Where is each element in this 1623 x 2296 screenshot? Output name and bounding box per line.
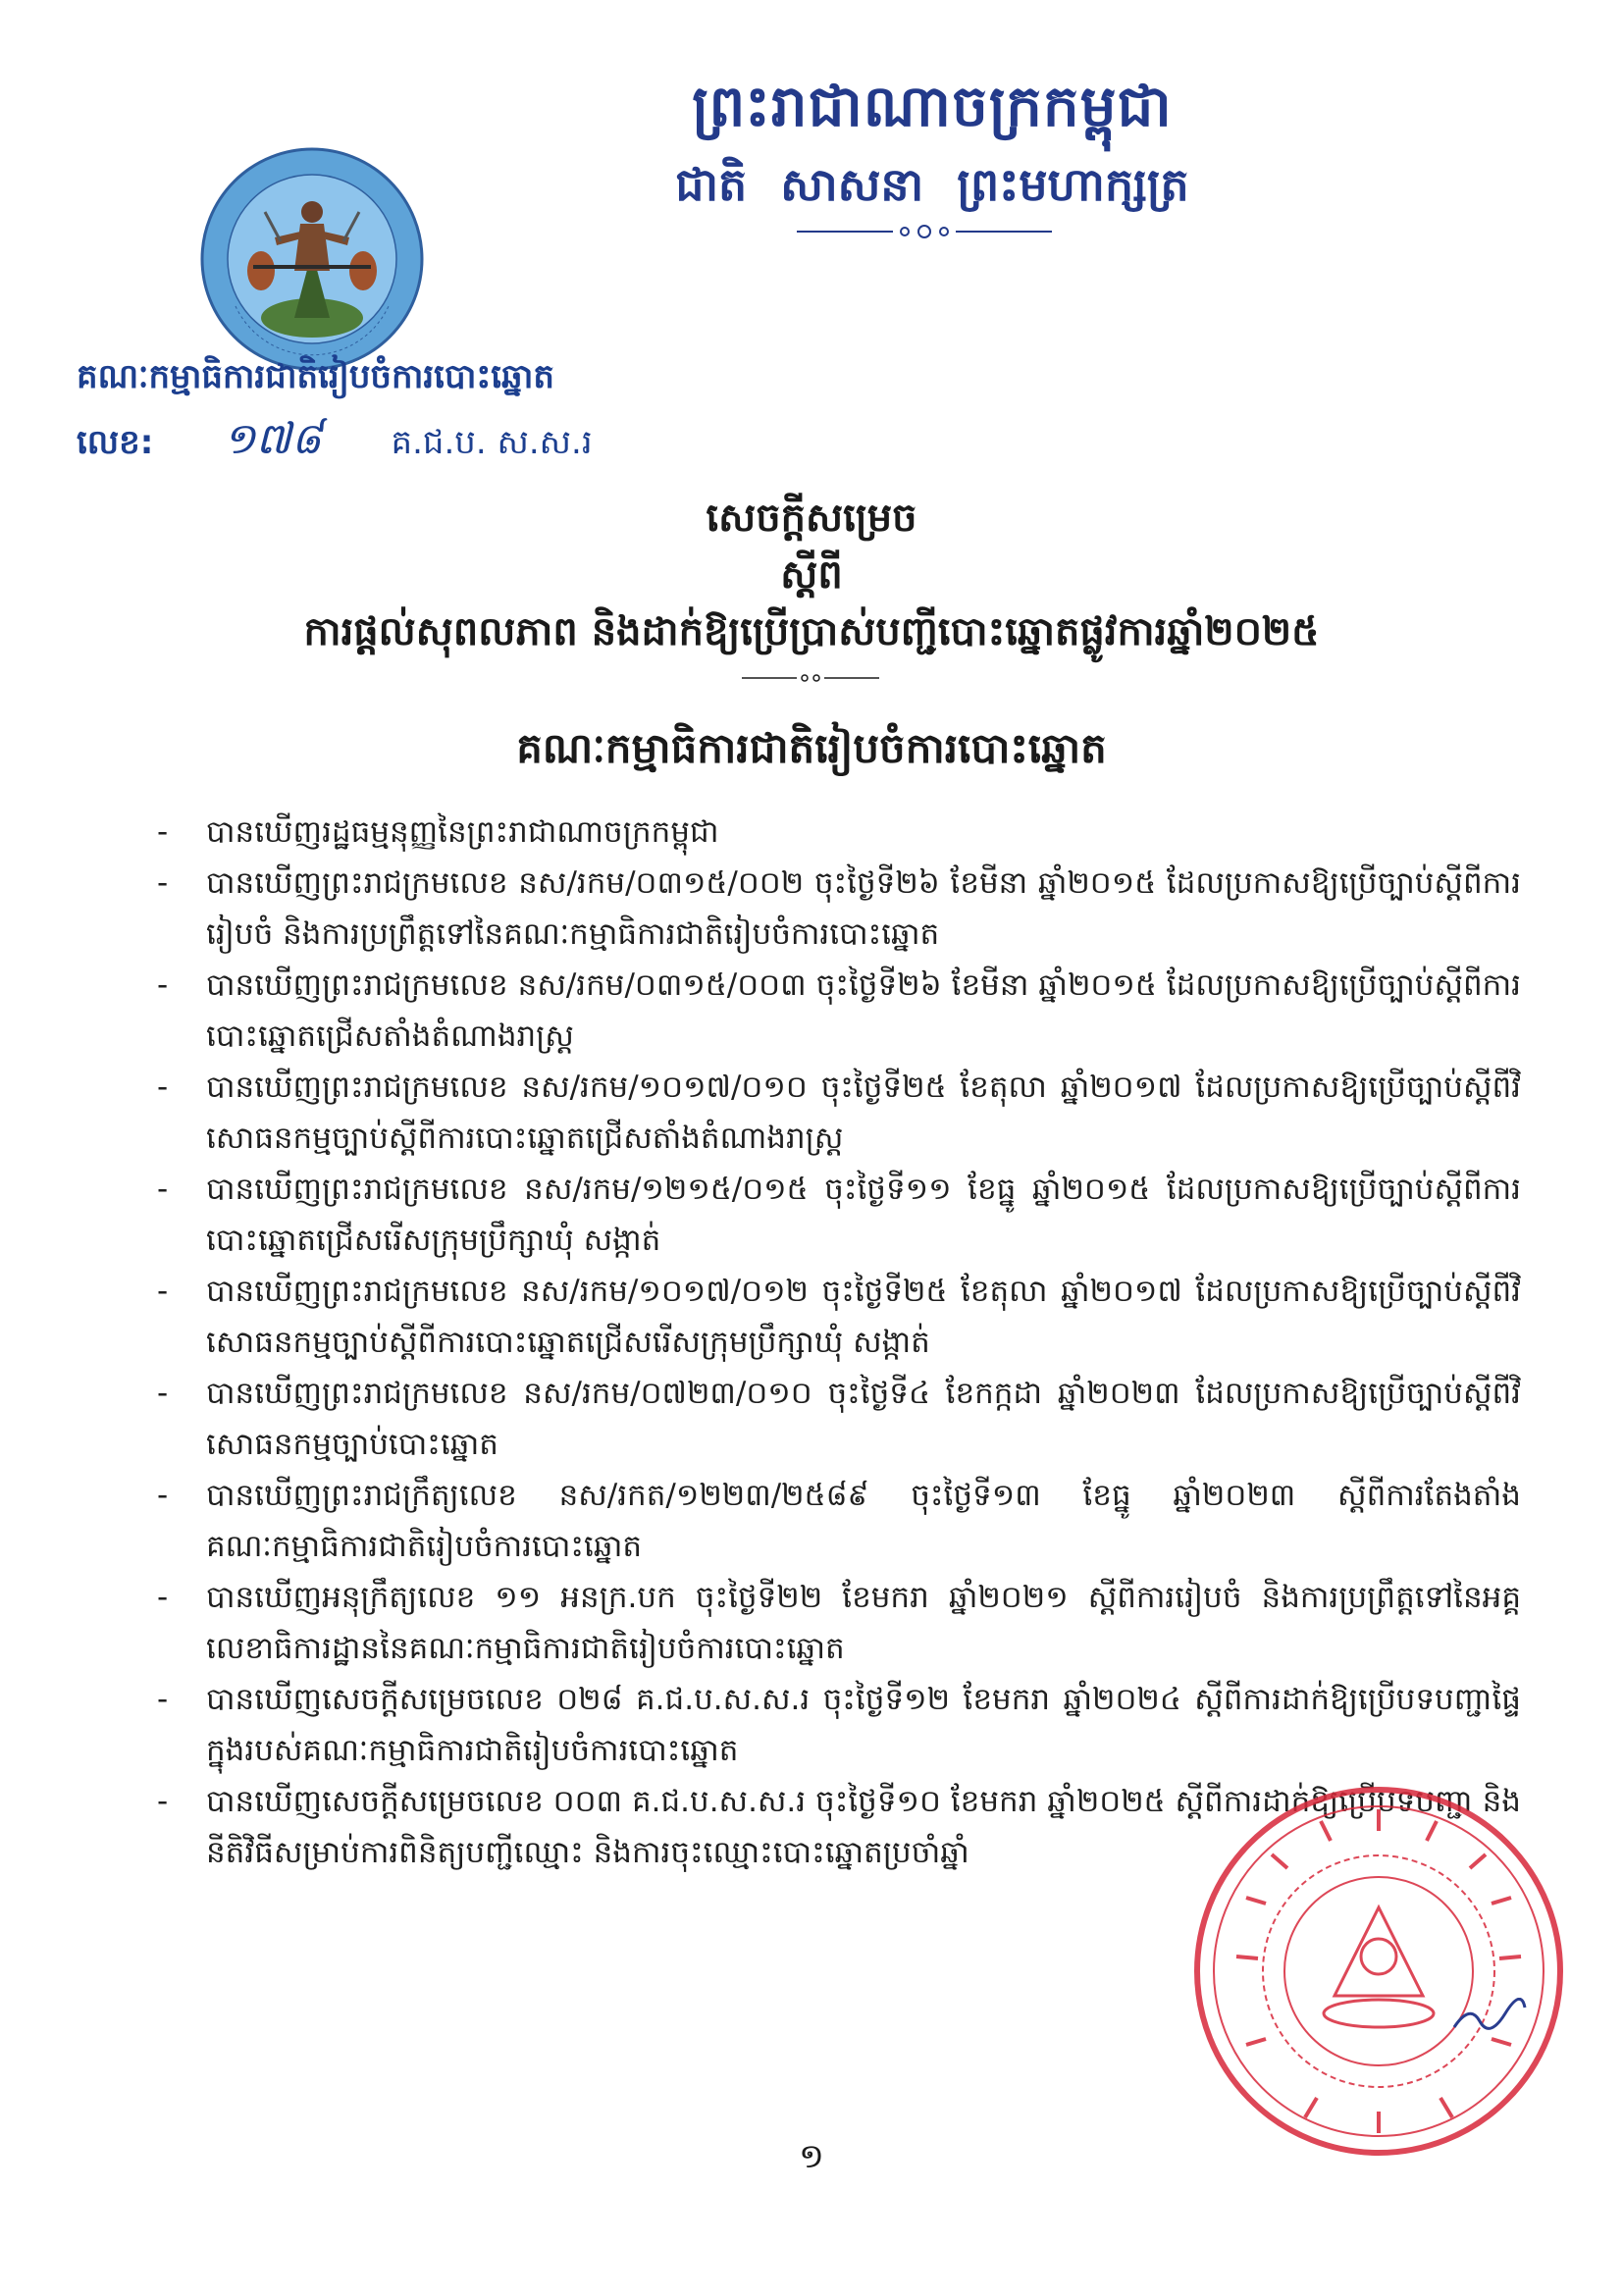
- reference-number: ១៧៨: [223, 414, 322, 464]
- list-item: - បានឃើញព្រះរាជក្រឹត្យលេខ នស/រកត/១២២៣/២៥៨៩ ចុះថ្ងៃទី១៣ ខែធ្នូ ឆ្នាំ២០២៣ ស្តីពីការតែងតាំងគណៈកម្មាធិការជាតិរៀបចំការបោះឆ្នោត: [157, 1470, 1521, 1572]
- decision-title: សេចក្តីសម្រេច: [706, 496, 917, 541]
- considerations-list: [157, 807, 1521, 1878]
- page-number: ១: [799, 2137, 824, 2176]
- signature-mark-icon: [1450, 1998, 1529, 2037]
- issuing-organization: គណៈកម្មាធិការជាតិរៀបចំការបោះឆ្នោត: [77, 357, 555, 396]
- reference-label: លេខ:: [77, 423, 154, 462]
- list-item: - បានឃើញអនុក្រឹត្យលេខ ១១ អនក្រ.បក ចុះថ្ងៃទី២២ ខែមករា ឆ្នាំ២០២១ ស្តីពីការរៀបចំ និងការប្រព្រឹត្តទៅនៃអគ្គលេខាធិការដ្ឋាននៃគណៈកម្មាធិការជាតិរៀបចំការបោះឆ្នោត: [157, 1572, 1521, 1674]
- list-item: - បានឃើញរដ្ឋធម្មនុញ្ញនៃព្រះរាជាណាចក្រកម្ពុជា: [157, 807, 1521, 858]
- national-motto: ជាតិ សាសនា ព្រះមហាក្សត្រ: [675, 158, 1189, 211]
- decision-subject: ការផ្តល់សុពលភាព និងដាក់ឱ្យប្រើប្រាស់បញ្ជីបោះឆ្នោតផ្លូវការឆ្នាំ២០២៥: [303, 609, 1320, 654]
- nec-emblem-icon: [196, 143, 428, 375]
- reference-line: [77, 412, 593, 475]
- reference-code: គ.ជ.ប. ស.ស.រ: [391, 423, 593, 462]
- title-ornament-icon: [742, 670, 879, 686]
- list-item: - បានឃើញព្រះរាជក្រមលេខ នស/រកម/១០១៧/០១២ ចុះថ្ងៃទី២៥ ខែតុលា ឆ្នាំ២០១៧ ដែលប្រកាសឱ្យប្រើច្បាប់ស្តីពីវិសោធនកម្មច្បាប់ស្តីពីការបោះឆ្នោតជ្រើសរើសក្រុមប្រឹក្សាឃុំ សង្កាត់: [157, 1266, 1521, 1368]
- list-item: - បានឃើញសេចក្តីសម្រេចលេខ ០២៨ គ.ជ.ប.ស.ស.រ ចុះថ្ងៃទី១២ ខែមករា ឆ្នាំ២០២៤ ស្តីពីការដាក់ឱ្យប្រើបទបញ្ជាផ្ទៃក្នុងរបស់គណៈកម្មាធិការជាតិរៀបចំការបោះឆ្នោត: [157, 1674, 1521, 1776]
- header-ornament-icon: [797, 220, 1052, 243]
- list-item: - បានឃើញព្រះរាជក្រមលេខ នស/រកម/០៣១៥/០០៣ ចុះថ្ងៃទី២៦ ខែមីនា ឆ្នាំ២០១៥ ដែលប្រកាសឱ្យប្រើច្បាប់ស្តីពីការបោះឆ្នោតជ្រើសតាំងតំណាងរាស្ត្រ: [157, 960, 1521, 1062]
- list-item: - បានឃើញព្រះរាជក្រមលេខ នស/រកម/០៣១៥/០០២ ចុះថ្ងៃទី២៦ ខែមីនា ឆ្នាំ២០១៥ ដែលប្រកាសឱ្យប្រើច្បាប់ស្តីពីការរៀបចំ និងការប្រព្រឹត្តទៅនៃគណៈកម្មាធិការជាតិរៀបចំការបោះឆ្នោត: [157, 858, 1521, 960]
- list-item: - បានឃើញព្រះរាជក្រមលេខ នស/រកម/១២១៥/០១៥ ចុះថ្ងៃទី១១ ខែធ្នូ ឆ្នាំ២០១៥ ដែលប្រកាសឱ្យប្រើច្បាប់ស្តីពីការបោះឆ្នោតជ្រើសរើសក្រុមប្រឹក្សាឃុំ សង្កាត់: [157, 1164, 1521, 1266]
- list-item: - បានឃើញព្រះរាជក្រមលេខ នស/រកម/១០១៧/០១០ ចុះថ្ងៃទី២៥ ខែតុលា ឆ្នាំ២០១៧ ដែលប្រកាសឱ្យប្រើច្បាប់ស្តីពីវិសោធនកម្មច្បាប់ស្តីពីការបោះឆ្នោតជ្រើសតាំងតំណាងរាស្ត្រ: [157, 1062, 1521, 1164]
- decision-subject-label: ស្តីពី: [780, 552, 843, 598]
- list-item: - បានឃើញព្រះរាជក្រមលេខ នស/រកម/០៧២៣/០១០ ចុះថ្ងៃទី៤ ខែកក្កដា ឆ្នាំ២០២៣ ដែលប្រកាសឱ្យប្រើច្បាប់ស្តីពីវិសោធនកម្មច្បាប់បោះឆ្នោត: [157, 1368, 1521, 1470]
- kingdom-header: ព្រះរាជាណាចក្រកម្ពុជា: [692, 73, 1173, 139]
- official-seal-icon: [1187, 1760, 1570, 2182]
- list-item: - បានឃើញសេចក្តីសម្រេចលេខ ០០៣ គ.ជ.ប.ស.ស.រ ចុះថ្ងៃទី១០ ខែមករា ឆ្នាំ២០២៥ ស្តីពីការដាក់ឱ្យប្រើបទបញ្ជា និងនីតិវិធីសម្រាប់ការពិនិត្យបញ្ជីឈ្មោះ និងការចុះឈ្មោះបោះឆ្នោតប្រចាំឆ្នាំ: [157, 1776, 1521, 1878]
- committee-heading: គណៈកម្មាធិការជាតិរៀបចំការបោះឆ្នោត: [516, 724, 1107, 772]
